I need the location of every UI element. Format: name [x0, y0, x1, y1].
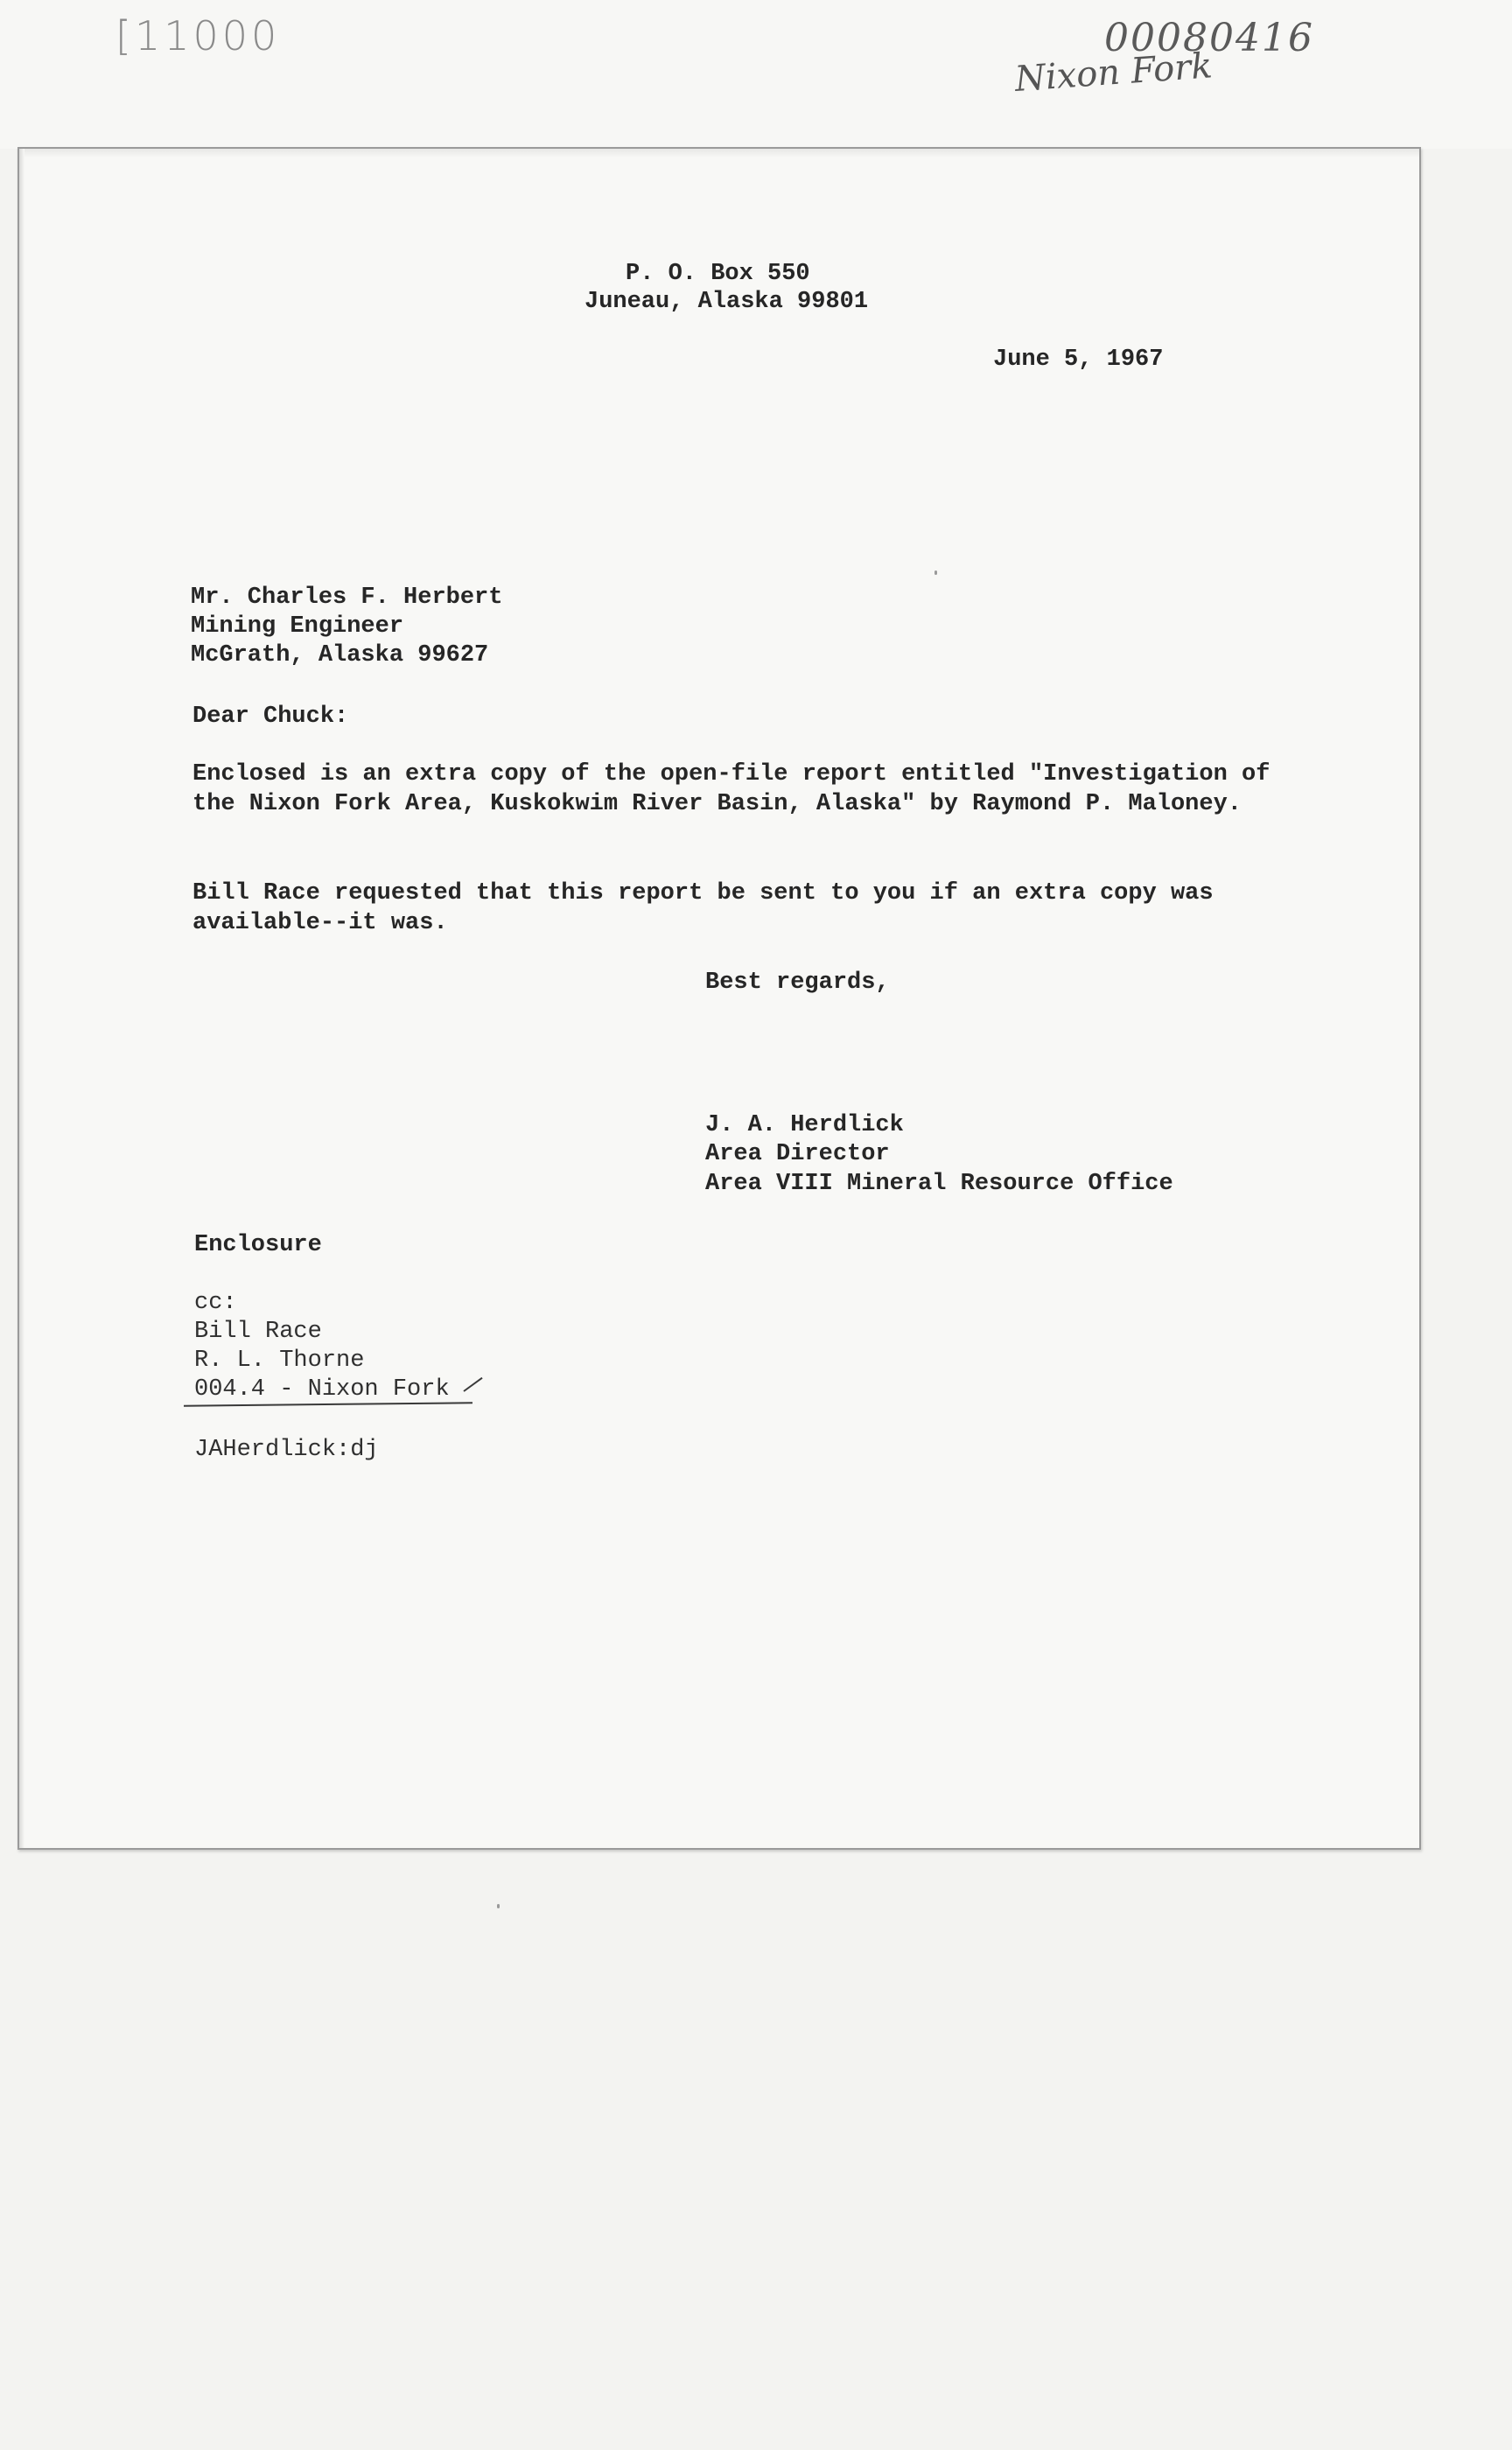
closing: Best regards, [705, 970, 890, 996]
recipient-address: McGrath, Alaska 99627 [191, 642, 489, 668]
body-paragraph-2: Bill Race requested that this report be sent to you if an extra copy was available--it was. [192, 880, 1214, 936]
letterhead-line-2: Juneau, Alaska 99801 [584, 289, 869, 315]
salutation: Dear Chuck: [192, 704, 349, 730]
cc-label: cc: [194, 1290, 237, 1316]
body-paragraph-1: Enclosed is an extra copy of the open-file report entitled "Investigation of the Nixon Fork Area, Kuskokwim River Basin, Alaska" by Raymond P. Maloney. [192, 761, 1270, 817]
signature-name: J. A. Herdlick [705, 1112, 904, 1138]
letterhead-line-1: P. O. Box 550 [626, 261, 810, 287]
cc-recipient-1: Bill Race [194, 1319, 322, 1345]
sheet-fold-shadow [19, 149, 1419, 158]
recipient-name: Mr. Charles F. Herbert [191, 584, 503, 611]
signature-title: Area Director [705, 1141, 890, 1167]
scan-speck [497, 1904, 500, 1908]
archive-stamp-right: 00080416 [1104, 16, 1314, 60]
letter-date: June 5, 1967 [993, 346, 1164, 373]
signature-office: Area VIII Mineral Resource Office [705, 1171, 1173, 1197]
recipient-title: Mining Engineer [191, 613, 404, 640]
handwritten-file-tag: Nixon Fork [1013, 46, 1214, 100]
scan-speck [934, 570, 937, 575]
typist-initials: JAHerdlick:dj [194, 1437, 379, 1463]
archive-stamp-left: [11000 [116, 12, 281, 60]
enclosure-note: Enclosure [194, 1232, 322, 1258]
cc-recipient-3: 004.4 - Nixon Fork [194, 1376, 450, 1403]
sheet-edge-shadow [19, 149, 24, 1848]
letter-sheet [18, 147, 1421, 1850]
cc-recipient-2: R. L. Thorne [194, 1348, 365, 1374]
